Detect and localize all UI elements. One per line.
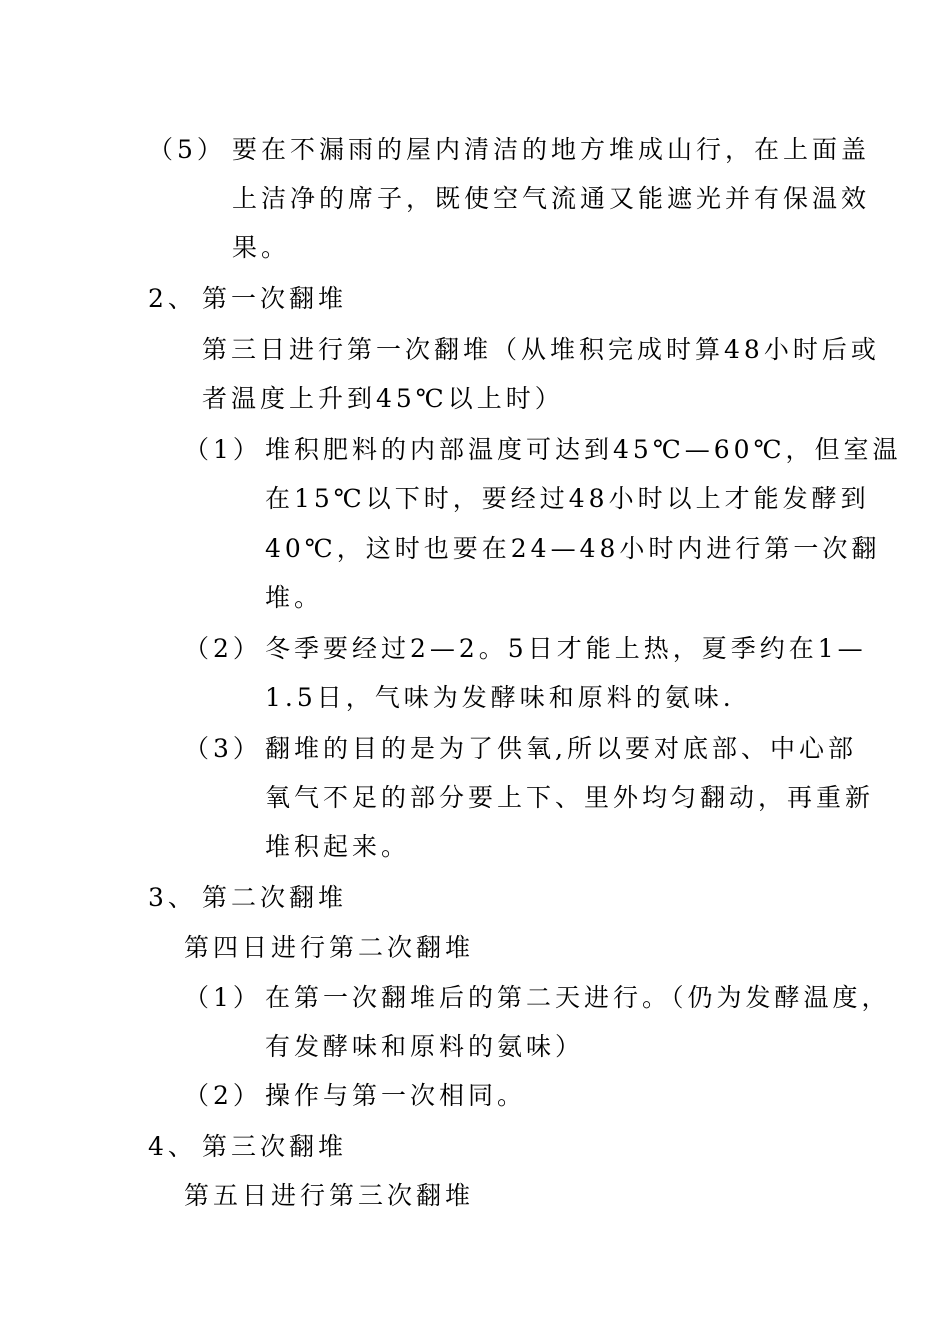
item-text-line: 40℃，这时也要在24—48小时内进行第一次翻 — [265, 534, 881, 563]
item-marker: （2） — [184, 634, 262, 663]
item-text-line: 翻堆的目的是为了供氧,所以要对底部、中心部 — [265, 734, 857, 763]
item-text-line: 冬季要经过2—2。5日才能上热，夏季约在1— — [265, 634, 867, 663]
item-text-line: 在15℃以下时，要经过48小时以上才能发酵到 — [265, 484, 870, 513]
item-text-line: 堆。 — [265, 583, 324, 612]
item-text-line: 堆积肥料的内部温度可达到45℃—60℃，但室温 — [265, 435, 902, 464]
section-number: 3、 — [148, 883, 197, 912]
section-title: 第二次翻堆 — [202, 883, 348, 912]
section-number: 2、 — [148, 284, 197, 313]
item-text-line: 上洁净的席子，既使空气流通又能遮光并有保温效 — [232, 184, 871, 213]
item-text-line: 1.5日，气味为发酵味和原料的氨味. — [265, 683, 735, 712]
section-intro-line: 者温度上升到45℃以上时） — [202, 384, 564, 413]
item-text-line: 果。 — [232, 233, 291, 262]
item-marker: （3） — [184, 734, 262, 763]
item-marker: （5） — [148, 135, 226, 164]
item-marker: （2） — [184, 1081, 262, 1110]
item-text-line: 氧气不足的部分要上下、里外均匀翻动，再重新 — [265, 783, 875, 812]
item-text-line: 在第一次翻堆后的第二天进行。（仍为发酵温度， — [265, 983, 891, 1012]
section-title: 第一次翻堆 — [202, 284, 348, 313]
item-marker: （1） — [184, 983, 262, 1012]
item-text-line: 要在不漏雨的屋内清洁的地方堆成山行，在上面盖 — [232, 135, 871, 164]
item-text-line: 操作与第一次相同。 — [265, 1081, 527, 1110]
section-intro-line: 第五日进行第三次翻堆 — [184, 1181, 475, 1210]
item-marker: （1） — [184, 435, 262, 464]
section-intro-line: 第四日进行第二次翻堆 — [184, 933, 475, 962]
section-intro-line: 第三日进行第一次翻堆（从堆积完成时算48小时后或 — [202, 335, 880, 364]
item-text-line: 有发酵味和原料的氨味） — [265, 1032, 585, 1061]
section-number: 4、 — [148, 1132, 197, 1161]
section-title: 第三次翻堆 — [202, 1132, 348, 1161]
item-text-line: 堆积起来。 — [265, 832, 411, 861]
